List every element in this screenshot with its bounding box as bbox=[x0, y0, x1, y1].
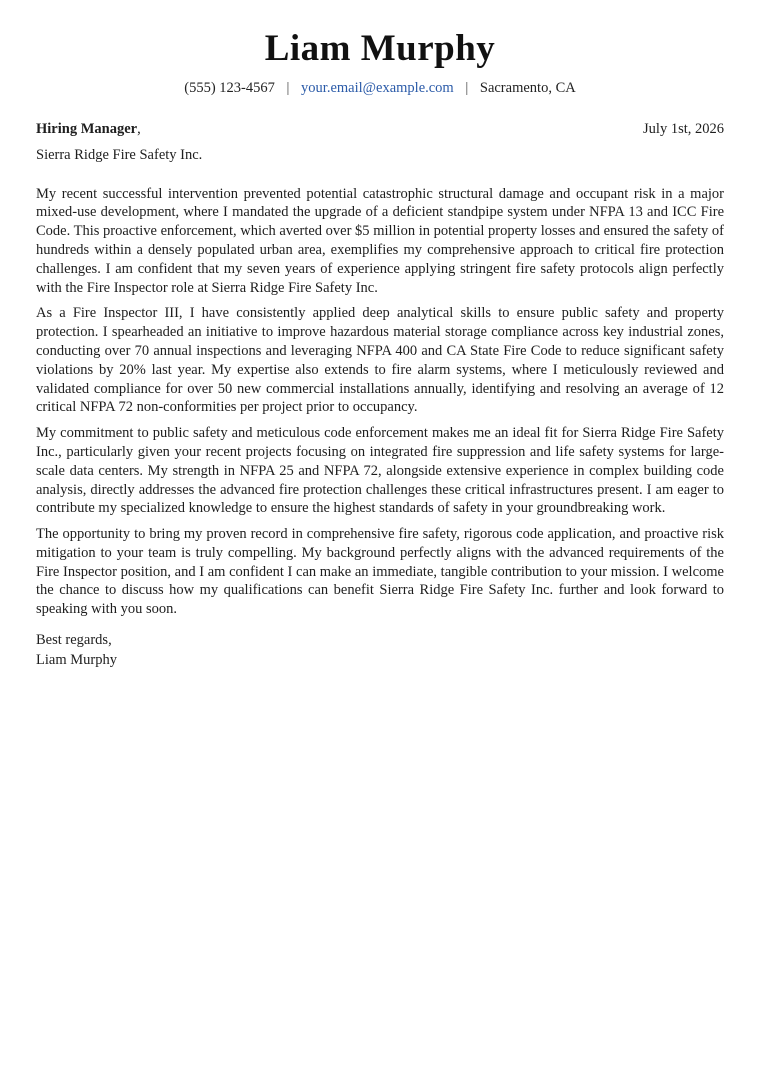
separator: | bbox=[465, 79, 469, 96]
recipient-date-row bbox=[36, 121, 724, 138]
closing-signature: Liam Murphy bbox=[36, 652, 117, 669]
body-paragraph: The opportunity to bring my proven record in comprehensive fire safety, rigorous code application, and proactive risk mitigation to your team is truly compelling. My background perfectly aligns with the advanced requirements of the Fire Inspector position, and I am confident I can make an immediate, tangible contribution to your mission. I welcome the chance to discuss how my qualifications can benefit Sierra Ridge Fire Safety Inc. further and look forward to speaking with you soon. bbox=[36, 526, 724, 618]
location: Sacramento, CA bbox=[479, 79, 576, 96]
contact-line bbox=[36, 80, 724, 97]
closing-salutation: Best regards, bbox=[36, 632, 112, 649]
separator: | bbox=[286, 79, 290, 96]
letter-body bbox=[36, 185, 724, 620]
email-link[interactable]: your.email@example.com bbox=[301, 79, 454, 96]
applicant-name: Liam Murphy bbox=[264, 28, 496, 69]
letter-date: July 1st, 2026 bbox=[643, 120, 724, 137]
recipient-company: Sierra Ridge Fire Safety Inc. bbox=[36, 146, 203, 163]
recipient-name: Hiring Manager bbox=[36, 120, 138, 137]
recipient-line bbox=[36, 121, 141, 138]
closing-block bbox=[36, 630, 724, 670]
recipient-name-suffix: , bbox=[137, 120, 141, 137]
body-paragraph: My recent successful intervention prevented potential catastrophic structural damage and occupant risk in a major mixed-use development, where I mandated the upgrade of a deficient standpipe system under NFPA 13 and ICC Fire Code. This proactive enforcement, which averted over $5 million in potential property losses and ensured the safety of hundreds within a densely populated urban area, exemplifies my comprehensive approach to critical fire protection challenges. I am confident that my seven years of experience applying stringent fire safety protocols align perfectly with the Fire Inspector role at Sierra Ridge Fire Safety Inc. bbox=[36, 185, 724, 296]
body-paragraph: My commitment to public safety and meticulous code enforcement makes me an ideal fit for Sierra Ridge Fire Safety Inc., particularly given your recent projects focusing on integrated fire suppression and life safety systems for large-scale data centers. My strength in NFPA 25 and NFPA 72, alongside extensive experience in complex building code analysis, directly addresses the advanced fire protection challenges these critical infrastructures present. I am eager to contribute my specialized knowledge to ensure the highest standards of safety in your groundbreaking work. bbox=[36, 425, 724, 517]
phone-number: (555) 123-4567 bbox=[184, 79, 275, 96]
body-paragraph: As a Fire Inspector III, I have consistently applied deep analytical skills to ensure public safety and property protection. I spearheaded an initiative to improve hazardous material storage compliance across key industrial zones, conducting over 70 annual inspections and leveraging NFPA 400 and CA State Fire Code to reduce significant safety violations by 20% last year. My expertise also extends to fire alarm systems, where I meticulously reviewed and validated compliance for over 50 new commercial installations annually, identifying and resolving an average of 12 critical NFPA 72 non-conformities per project prior to occupancy. bbox=[36, 305, 724, 416]
